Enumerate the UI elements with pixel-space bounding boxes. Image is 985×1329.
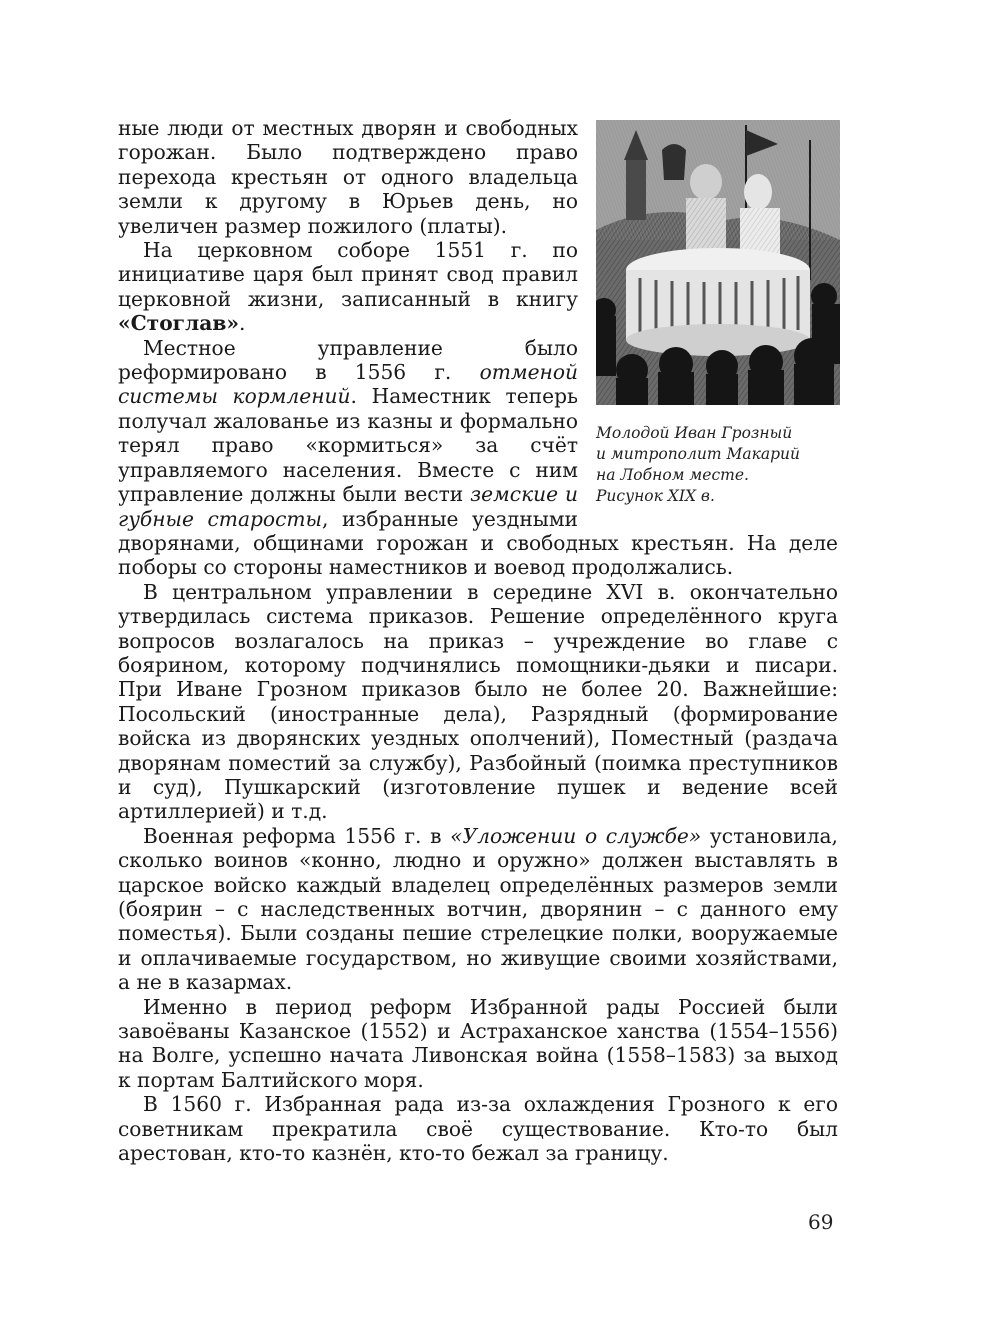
bold-term: «Стоглав» [118,311,239,336]
body-paragraph [118,1092,838,1165]
text-run: ные люди от местных дворян и свободных горожан. Было подтверждено право перехода крестьян от одного владельца земли к другому в Юрьев день, но увеличен размер пожилого (платы). [118,116,578,238]
text-run: В центральном управлении в середине XVI в. окончательно утвердилась система приказов. Решение определённого круга вопросов возлагалось на приказ – учреждение во главе с боярином, которому подчинялись помощники-дьяки и писари. При Иване Грозном приказов было не более 20. Важнейшие: Посольский (иностранные дела), Разрядный (формирование войска из дворянских уездных ополчений), Поместный (раздача дворянам поместий за службу), Разбойный (поимка преступников и суд), Пушкарский (изготовление пушек и ведение всей артиллерией) и т.д. [118,579,838,824]
body-paragraph [118,995,838,1093]
caption-line: Молодой Иван Грозный [596,424,793,442]
text-run: , избранные уездными дворянами, общинами горожан и свободных крестьян. На деле поборы со стороны наместников и воевод продолжались. [118,506,838,580]
page-number: 69 [808,1210,834,1234]
text-run: В 1560 г. Избранная рада из-за охлаждения Грозного к его советникам прекратила своё существование. Кто-то был арестован, кто-то казнён, кто-то бежал за границу. [118,1092,838,1166]
caption-line: Рисунок XIX в. [596,487,715,505]
caption-line: на Лобном месте. [596,466,749,484]
illustration-ivan-makariy-lobnoe-mesto [596,120,840,405]
text-run: Именно в период реформ Избранной рады Россией были завоёваны Казанское (1552) и Астраханское ханства (1554–1556) на Волге, успешно начата Ливонская война (1558–1583) за выход к портам Балтийского моря. [118,994,838,1092]
text-run: Местное управление было реформировано в 1556 г. [118,335,578,385]
text-column [118,116,838,1165]
caption-line: и митрополит Макарий [596,445,800,463]
text-run: . [239,311,246,336]
text-run: . Наместник теперь получал жалованье из казны и формально терял право «кормиться» за счёт управляемого населения. Вместе с ним управление должны были вести [118,384,578,507]
figure-caption [596,423,860,507]
italic-term: земские и губные старосты [118,482,578,531]
italic-term: «Уложении о службе» [450,823,702,848]
text-run: Военная реформа 1556 г. в [143,823,451,848]
text-run: установила, сколько воинов «конно, людно и оружно» должен выставлять в царское войско каждый владелец определённых размеров земли (боярин – с наследственных вотчин, дворянин – с данного ему поместья). Были созданы пешие стрелецкие полки, вооружаемые и оплачиваемые государством, но живущие своими хозяйствами, а не в казармах. [118,823,838,995]
body-paragraph [118,824,838,995]
italic-term: отменой системы кормлений [118,360,578,409]
text-run: На церковном соборе 1551 г. по инициативе царя был принят свод правил церковной жизни, записанный в книгу [118,238,578,311]
figure [596,120,860,507]
body-paragraph [118,580,838,824]
